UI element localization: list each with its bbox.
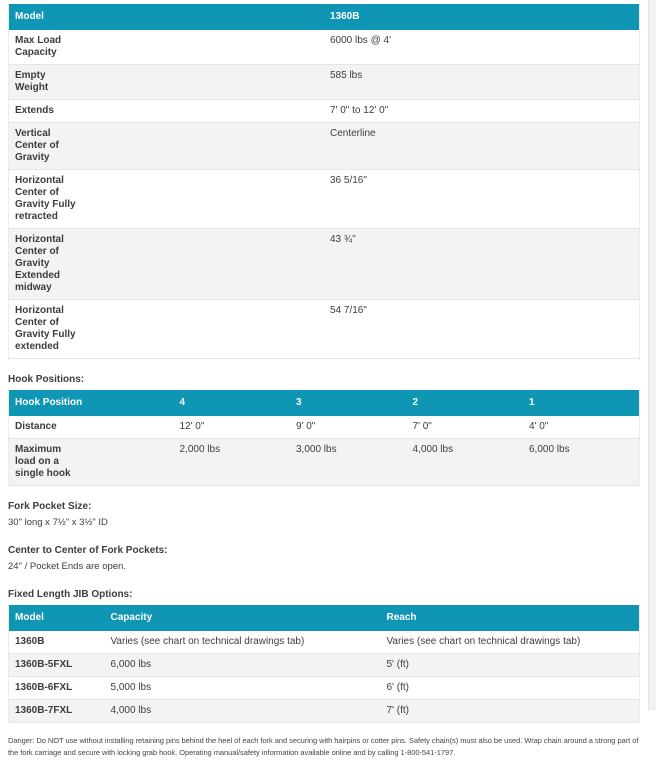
model-spec-table: [8, 4, 640, 359]
spec-row-label: Extends: [15, 105, 54, 117]
hook-distance-3: 9' 0": [290, 416, 407, 439]
hook-distance-1: 4' 0": [523, 416, 640, 439]
table-row: [9, 699, 640, 722]
table-row: [9, 123, 640, 170]
table-row: [9, 676, 640, 699]
spec-row-value: 585 lbs: [324, 65, 640, 100]
hook-table-header-row: [9, 390, 640, 416]
spec-row-label: Max Load Capacity: [15, 35, 81, 59]
jib-row-model: 1360B-7FXL: [9, 699, 105, 722]
hook-header-pos3: 3: [290, 390, 407, 416]
fork-pocket-size-value: 30" long x 7½" x 3½" ID: [8, 517, 640, 530]
hook-maxload-1: 6,000 lbs: [523, 439, 640, 486]
danger-note: Danger: Do NOT use without installing retaining pins behind the heel of each fork and securing with hairpins or cotter pins. Safety chain(s) must also be used. Wrap chain around a strong part of the fork carriage and secure with locking grab hook. Operating manual/safety information available online and by calling 1-800-541-1797.: [8, 735, 640, 759]
spec-header-model-label: Model: [9, 4, 325, 30]
jib-header-capacity: Capacity: [105, 605, 381, 631]
hook-maxload-2: 4,000 lbs: [407, 439, 524, 486]
hook-positions-heading: Hook Positions:: [8, 374, 640, 385]
hook-maxload-3: 3,000 lbs: [290, 439, 407, 486]
hook-distance-4: 12' 0": [174, 416, 291, 439]
hook-header-pos1: 1: [523, 390, 640, 416]
table-row: [9, 631, 640, 654]
table-row: [9, 300, 640, 359]
center-to-center-value: 24" / Pocket Ends are open.: [8, 561, 640, 574]
spec-table-header-row: [9, 4, 640, 30]
spec-row-value: Centerline: [324, 123, 640, 170]
spec-row-value: 43 ¾": [324, 229, 640, 300]
jib-table-header-row: [9, 605, 640, 631]
spec-row-label: Horizontal Center of Gravity Fully extended: [15, 305, 81, 353]
table-row: [9, 170, 640, 229]
jib-row-reach: 7' (ft): [381, 699, 640, 722]
spec-row-value: 7' 0" to 12' 0": [324, 100, 640, 123]
center-to-center-heading: Center to Center of Fork Pockets:: [8, 545, 640, 556]
jib-options-table: [8, 605, 640, 723]
jib-row-capacity: Varies (see chart on technical drawings tab): [105, 631, 381, 654]
table-row: [9, 100, 640, 123]
page-gutter: [648, 0, 656, 710]
jib-row-capacity: 5,000 lbs: [105, 676, 381, 699]
spec-row-label: Horizontal Center of Gravity Extended midway: [15, 234, 81, 294]
jib-row-model: 1360B-6FXL: [9, 676, 105, 699]
hook-distance-2: 7' 0": [407, 416, 524, 439]
jib-row-reach: 6' (ft): [381, 676, 640, 699]
spec-row-label: Empty Weight: [15, 70, 81, 94]
hook-positions-table: [8, 390, 640, 486]
hook-row-label: Distance: [15, 421, 57, 433]
table-row: [9, 439, 640, 486]
spec-row-value: 54 7/16": [324, 300, 640, 359]
spec-row-value: 36 5/16": [324, 170, 640, 229]
hook-header-label: Hook Position: [9, 390, 174, 416]
jib-options-heading: Fixed Length JIB Options:: [8, 589, 640, 600]
hook-header-pos2: 2: [407, 390, 524, 416]
spec-row-label: Vertical Center of Gravity: [15, 128, 81, 164]
jib-row-model: 1360B-5FXL: [9, 653, 105, 676]
fork-pocket-size-heading: Fork Pocket Size:: [8, 501, 640, 512]
hook-header-pos4: 4: [174, 390, 291, 416]
jib-row-model: 1360B: [9, 631, 105, 654]
jib-row-capacity: 6,000 lbs: [105, 653, 381, 676]
table-row: [9, 653, 640, 676]
table-row: [9, 65, 640, 100]
table-row: [9, 229, 640, 300]
jib-header-reach: Reach: [381, 605, 640, 631]
jib-header-model: Model: [9, 605, 105, 631]
table-row: [9, 30, 640, 65]
spec-row-label: Horizontal Center of Gravity Fully retracted: [15, 175, 81, 223]
jib-row-reach: 5' (ft): [381, 653, 640, 676]
hook-maxload-4: 2,000 lbs: [174, 439, 291, 486]
table-row: [9, 416, 640, 439]
jib-row-reach: Varies (see chart on technical drawings tab): [381, 631, 640, 654]
jib-row-capacity: 4,000 lbs: [105, 699, 381, 722]
hook-row-label: Maximum load on a single hook: [15, 444, 81, 480]
spec-row-value: 6000 lbs @ 4': [324, 30, 640, 65]
spec-header-model-value: 1360B: [324, 4, 640, 30]
